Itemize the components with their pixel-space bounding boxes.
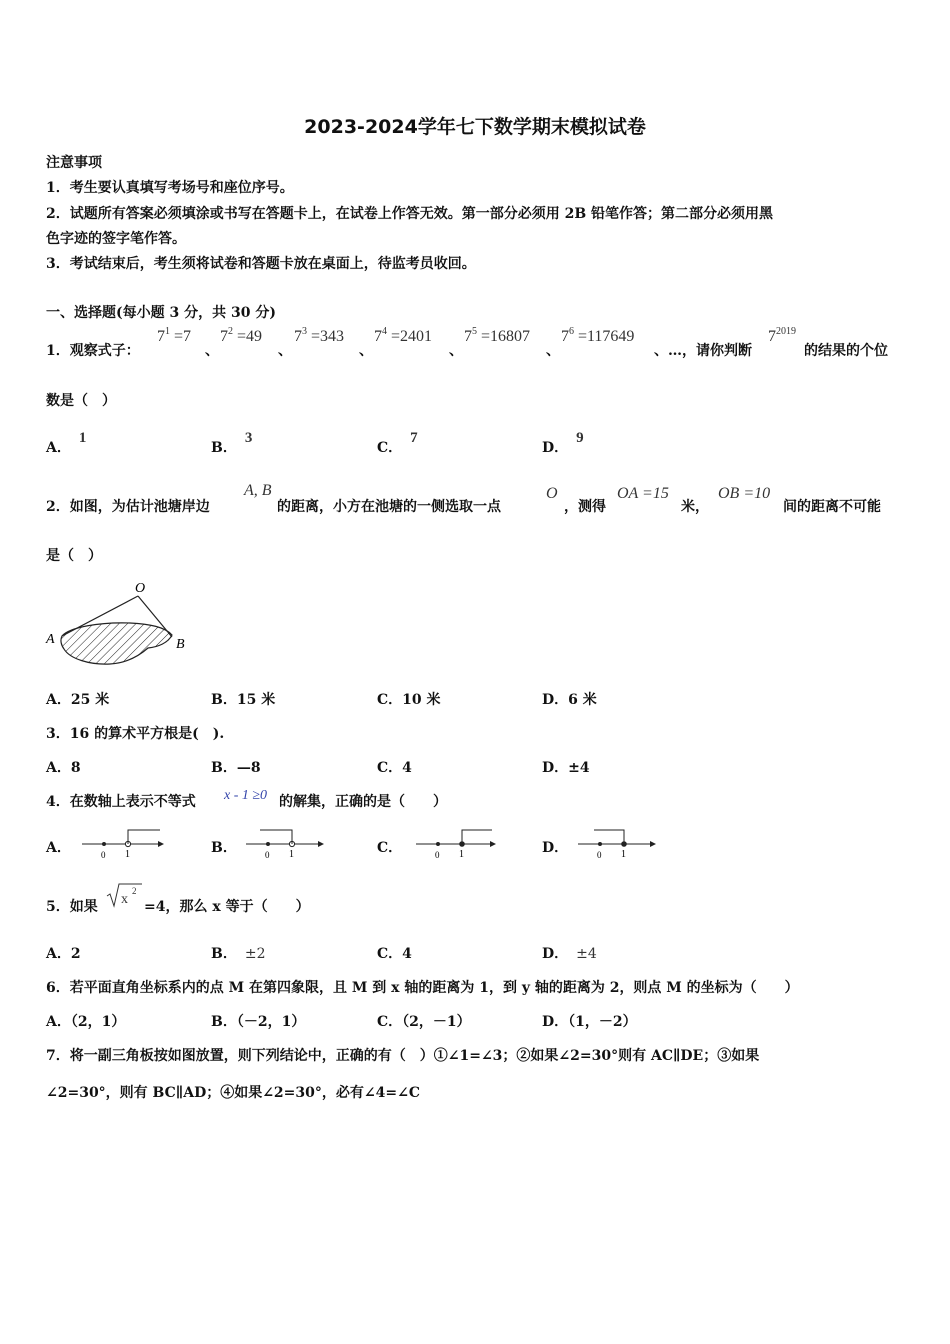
q5-radical: [106, 880, 146, 910]
q4-inequality: x - 1 ≥0: [224, 788, 268, 803]
q1-expr-1: $7^1 =7$: [157, 326, 192, 345]
q7-line-2: ∠2=30°，则有 BC∥AD；④如果∠2=30°，必有∠4=∠C: [46, 1085, 420, 1101]
page-title: 2023-2024学年七下数学期末模拟试卷: [304, 116, 646, 138]
svg-text:x: x: [121, 892, 128, 907]
q1-expr-2: $7^2 =49$: [220, 326, 263, 345]
q7-line-1: 7．将一副三角板按如图放置，则下列结论中，正确的有（ ）①∠1=∠3；②如果∠2=30°则有 AC∥DE；③如果: [46, 1048, 760, 1064]
q2-text-5: 间的距离不可能: [783, 499, 881, 515]
q4-option-c-label[interactable]: C．: [377, 840, 403, 856]
q4-text-2: 的解集，正确的是（ ）: [279, 794, 447, 810]
q2-math-ab: A, B: [244, 482, 272, 499]
q1-option-b[interactable]: B．3: [211, 430, 253, 456]
q1-sep-5: 、: [546, 343, 560, 359]
q6-text: 6．若平面直角坐标系内的点 M 在第四象限，且 M 到 x 轴的距离为 1，到 y 轴的距离为 2，则点 M 的坐标为（ ）: [46, 980, 799, 996]
q4-option-a-numberline[interactable]: [78, 824, 168, 864]
q5-text-2: =4，那么 x 等于（ ）: [144, 899, 310, 915]
notice-item-3: 3．考试结束后，考生须将试卷和答题卡放在桌面上，待监考员收回。: [46, 256, 476, 272]
q3-option-d[interactable]: D．±4: [542, 760, 590, 776]
q2-text-1: 2．如图，为估计池塘岸边: [46, 499, 210, 515]
label-o: O: [135, 581, 146, 596]
svg-text:2: 2: [132, 886, 137, 896]
svg-text:0: 0: [101, 850, 106, 860]
q2-pond-figure: [40, 575, 200, 675]
q2-option-c[interactable]: C．10 米: [377, 692, 441, 708]
q4-option-c-numberline[interactable]: [412, 824, 502, 864]
q2-option-d[interactable]: D．6 米: [542, 692, 597, 708]
q4-option-d-label[interactable]: D．: [542, 840, 569, 856]
q1-prefix: 1．观察式子：: [46, 343, 140, 359]
q6-option-b[interactable]: B．（－2，1）: [211, 1014, 306, 1030]
q6-option-a[interactable]: A．（2，1）: [46, 1014, 126, 1030]
svg-text:0: 0: [435, 850, 440, 860]
q2-text-3: ，测得: [564, 499, 606, 515]
q2-option-b[interactable]: B．15 米: [211, 692, 276, 708]
notice-item-2-cont: 色字迹的签字笔作答。: [46, 231, 186, 247]
svg-text:1: 1: [459, 849, 464, 860]
q1-sep-3: 、: [359, 343, 373, 359]
q1-target: $7^{2019}$: [768, 326, 796, 345]
q5-option-a[interactable]: A．2: [46, 946, 81, 962]
svg-text:1: 1: [621, 849, 626, 860]
q1-suffix: 的结果的个位: [804, 343, 888, 359]
q5-option-d[interactable]: D． ±4: [542, 946, 597, 962]
svg-text:0: 0: [597, 850, 602, 860]
q4-option-a-label[interactable]: A．: [46, 840, 71, 856]
q2-text-2: 的距离，小方在池塘的一侧选取一点: [277, 499, 501, 515]
svg-text:0: 0: [265, 850, 270, 860]
notice-item-1: 1．考生要认真填写考场号和座位序号。: [46, 180, 294, 196]
q1-expr-4: $7^4 =2401$: [374, 326, 433, 345]
q2-line2: 是（ ）: [46, 548, 102, 564]
q1-sep-4: 、: [449, 343, 463, 359]
notice-heading: 注意事项: [46, 155, 102, 171]
label-a: A: [46, 632, 55, 647]
q6-option-c[interactable]: C．（2，－1）: [377, 1014, 471, 1030]
q5-text-1: 5．如果: [46, 899, 98, 915]
q2-option-a[interactable]: A．25 米: [46, 692, 110, 708]
q4-option-b-label[interactable]: B．: [211, 840, 237, 856]
svg-text:1: 1: [289, 849, 294, 860]
q2-math-oa: OA =15: [617, 485, 669, 502]
q1-expr-5: $7^5 =16807$: [464, 326, 531, 345]
q5-option-c[interactable]: C．4: [377, 946, 412, 962]
q6-option-d[interactable]: D．（1，－2）: [542, 1014, 637, 1030]
q1-tail: 、…，请你判断: [654, 343, 752, 359]
svg-text:1: 1: [125, 849, 130, 860]
q3-option-a[interactable]: A．8: [46, 760, 81, 776]
pond-shape: [61, 623, 172, 664]
q4-option-b-numberline[interactable]: [242, 824, 332, 864]
q1-expr-6: $7^6 =117649$: [561, 326, 635, 345]
q5-option-b[interactable]: B． ±2: [211, 946, 266, 962]
q3-option-b[interactable]: B．—8: [211, 760, 261, 776]
q1-option-c[interactable]: C．7: [377, 430, 418, 456]
q4-text-1: 4．在数轴上表示不等式: [46, 794, 196, 810]
q2-text-4: 米，: [681, 499, 709, 515]
q1-expr-3: $7^3 =343$: [294, 326, 345, 345]
q1-sep-2: 、: [278, 343, 292, 359]
q4-option-d-numberline[interactable]: [574, 824, 664, 864]
q1-option-a[interactable]: A．1: [46, 430, 87, 456]
q1-line2: 数是（ ）: [46, 393, 116, 409]
q2-math-ob: OB =10: [718, 485, 771, 502]
q1-sep-1: 、: [205, 343, 219, 359]
q2-math-o: O: [546, 485, 558, 502]
q1-option-d[interactable]: D．9: [542, 430, 584, 456]
q3-option-c[interactable]: C．4: [377, 760, 412, 776]
q3-text: 3．16 的算术平方根是( ).: [46, 726, 225, 742]
label-b: B: [176, 637, 185, 652]
notice-item-2: 2．试题所有答案必须填涂或书写在答题卡上，在试卷上作答无效。第一部分必须用 2B 铅笔作答；第二部分必须用黑: [46, 206, 774, 222]
section-heading: 一、选择题(每小题 3 分，共 30 分): [46, 305, 276, 321]
